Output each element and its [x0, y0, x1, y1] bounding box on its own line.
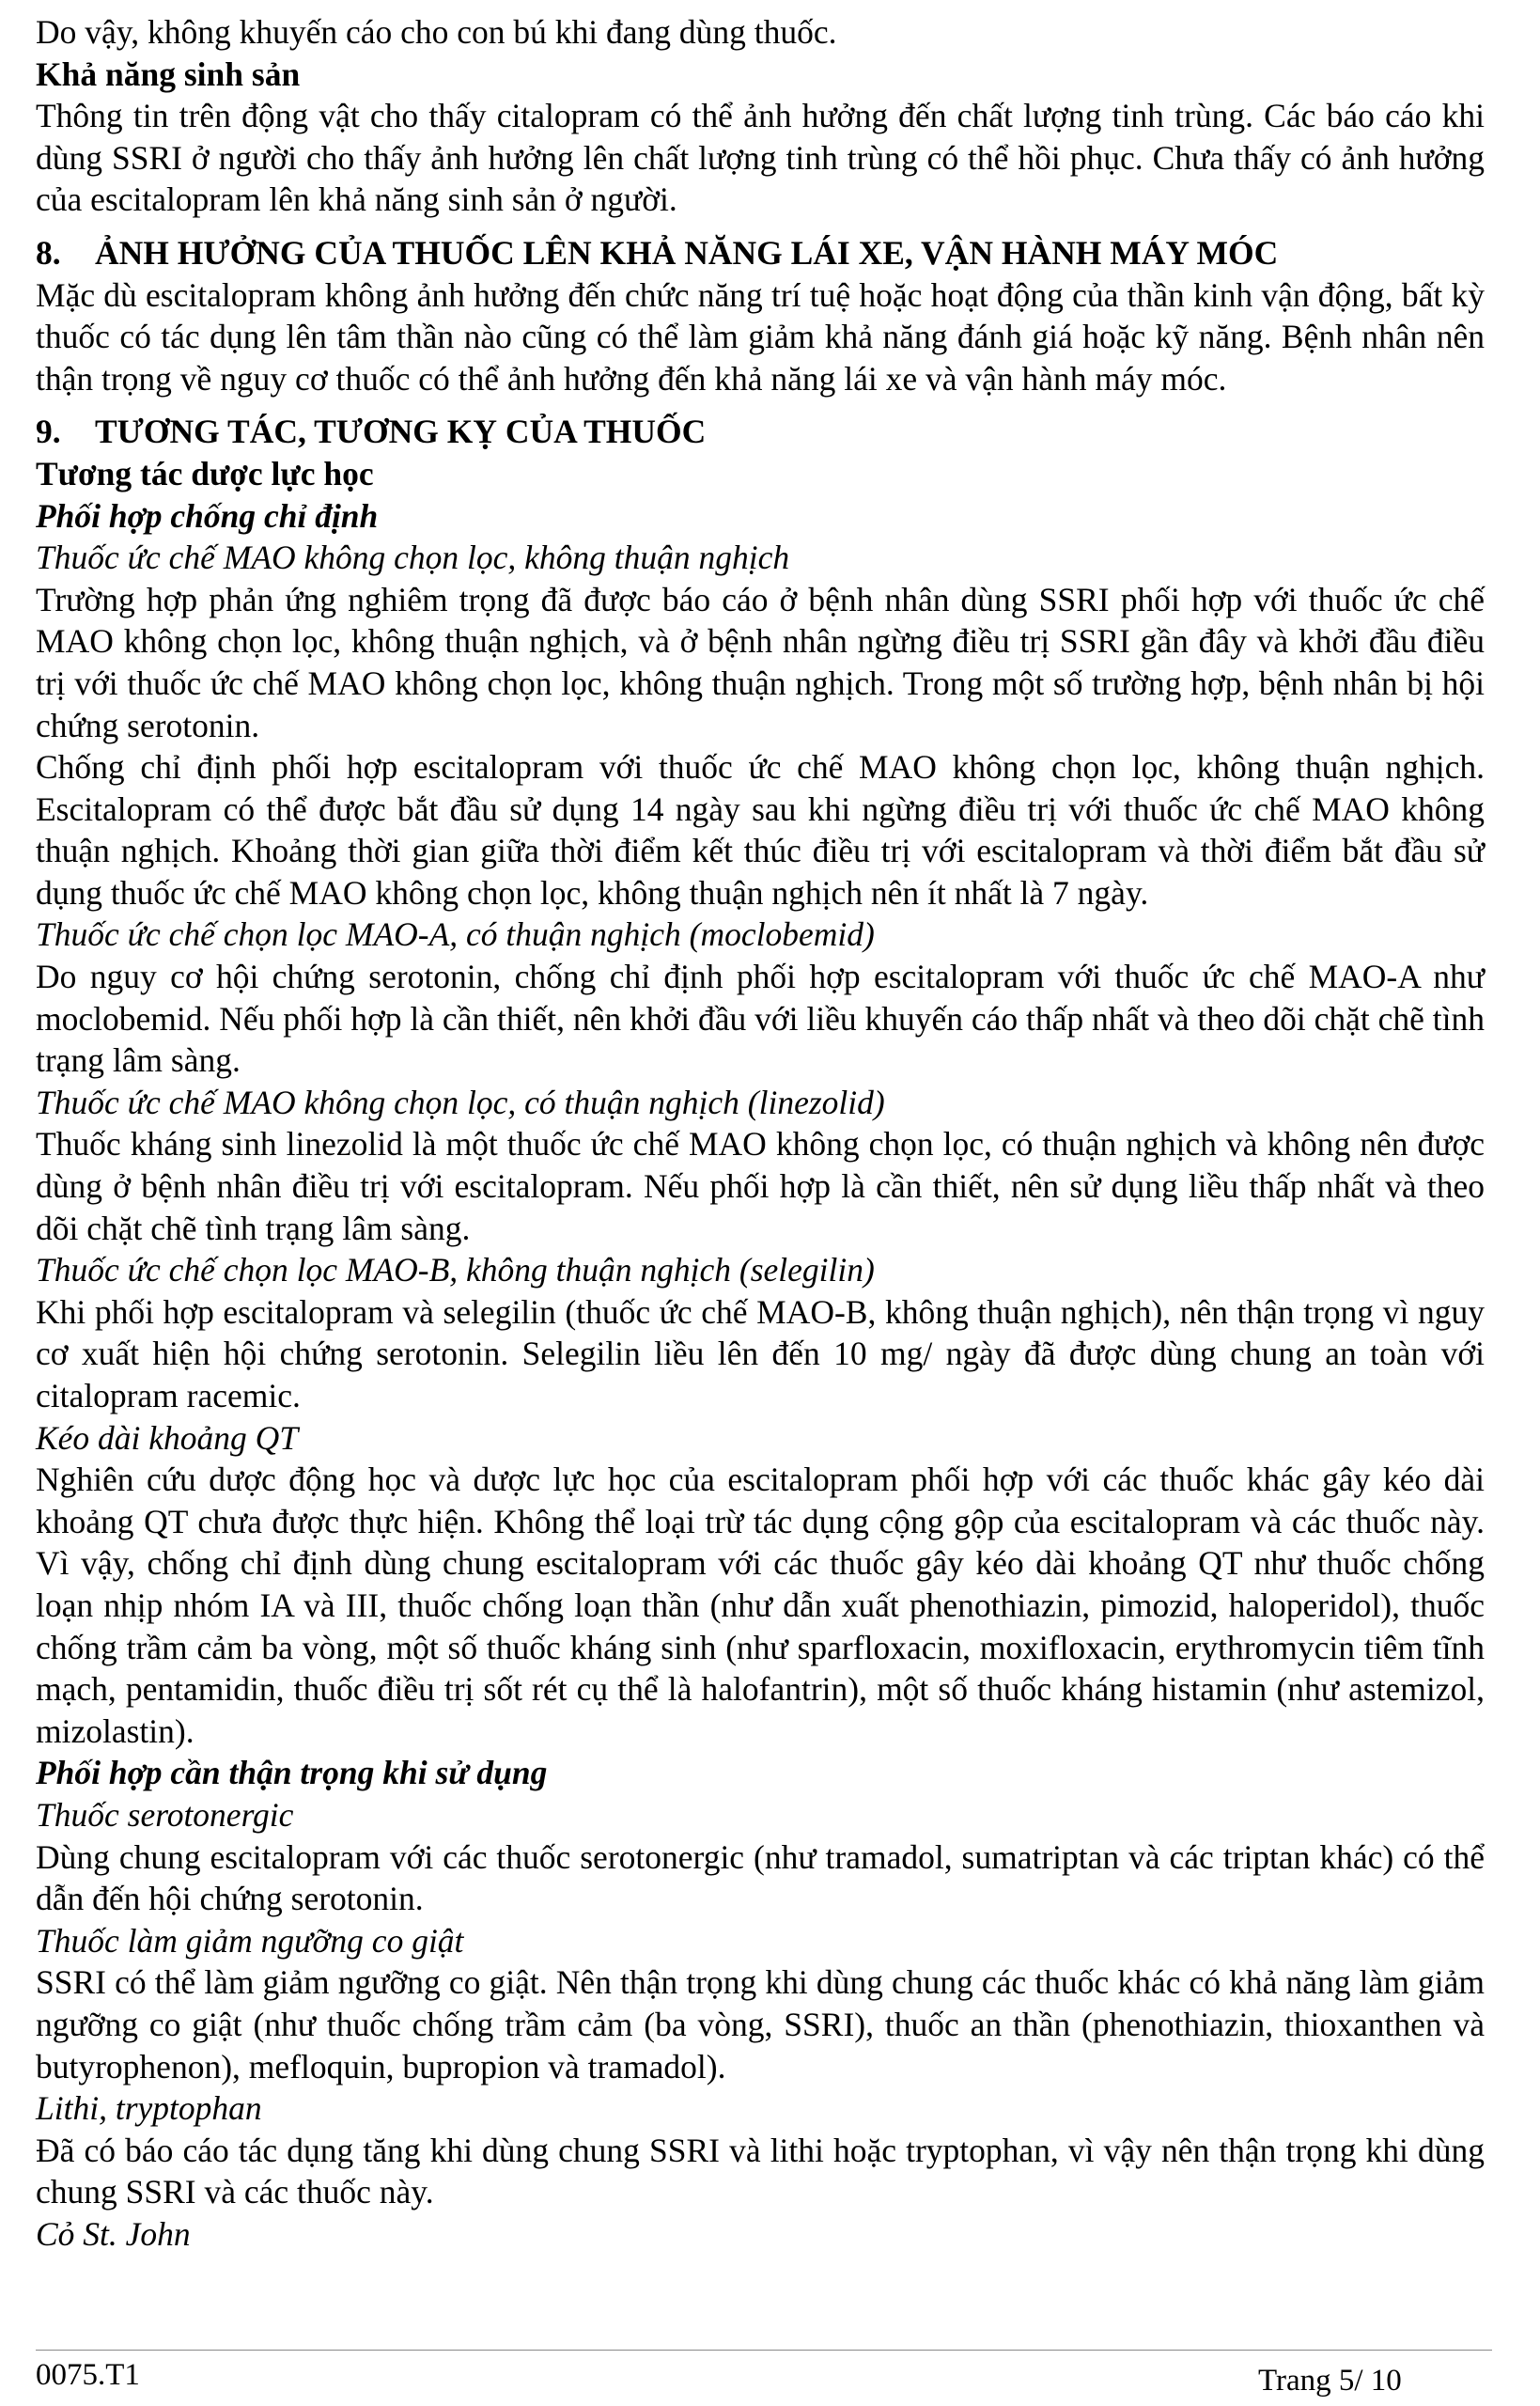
paragraph: Thuốc kháng sinh linezolid là một thuốc ức chế MAO không chọn lọc, có thuận nghịch và không nên được dùng ở bệnh nhân điều trị với escitalopram. Nếu phối hợp là cần thiết, nên sử dụng liều thấp nhất và theo dõi chặt chẽ tình trạng lâm sàng.: [36, 1125, 1485, 1247]
page-number: Trang 5/ 10: [1258, 2364, 1402, 2398]
document-body: [36, 11, 1485, 2255]
paragraph: SSRI có thể làm giảm ngưỡng co giật. Nên thận trọng khi dùng chung các thuốc khác có khả năng làm giảm ngưỡng co giật (như thuốc chống trầm cảm (ba vòng, SSRI), thuốc an thần (phenothiazin, thioxanthen và butyrophenon), mefloquin, bupropion và tramadol).: [36, 1963, 1485, 2086]
italic-heading: Thuốc ức chế chọn lọc MAO-A, có thuận nghịch (moclobemid): [36, 915, 875, 954]
paragraph: Mặc dù escitalopram không ảnh hưởng đến chức năng trí tuệ hoặc hoạt động của thần kinh vận động, bất kỳ thuốc có tác dụng lên tâm thần nào cũng có thể làm giảm khả năng đánh giá hoặc kỹ năng. Bệnh nhân nên thận trọng về nguy cơ thuốc có thể ảnh hưởng đến khả năng lái xe và vận hành máy móc.: [36, 275, 1485, 398]
italic-heading: Cỏ St. John: [36, 2214, 191, 2253]
paragraph: Dùng chung escitalopram với các thuốc serotonergic (như tramadol, sumatriptan và các triptan khác) có thể dẫn đến hội chứng serotonin.: [36, 1837, 1485, 1918]
italic-heading: Thuốc ức chế chọn lọc MAO-B, không thuận nghịch (selegilin): [36, 1251, 875, 1289]
subheading: Khả năng sinh sản: [36, 55, 301, 93]
document-code: 0075.T1: [36, 2358, 140, 2392]
footer-divider: [36, 2350, 1492, 2351]
section-heading: [36, 232, 1485, 274]
paragraph: Đã có báo cáo tác dụng tăng khi dùng chung SSRI và lithi hoặc tryptophan, vì vậy nên thận trọng khi dùng chung SSRI và các thuốc này.: [36, 2131, 1485, 2211]
subheading: Tương tác dược lực học: [36, 454, 374, 492]
italic-heading: Thuốc ức chế MAO không chọn lọc, có thuận nghịch (linezolid): [36, 1083, 885, 1121]
italic-heading: Lithi, tryptophan: [36, 2089, 262, 2128]
italic-heading: Thuốc serotonergic: [36, 1795, 294, 1834]
paragraph: Do vậy, không khuyến cáo cho con bú khi đang dùng thuốc.: [36, 13, 837, 51]
paragraph: Khi phối hợp escitalopram và selegilin (thuốc ức chế MAO-B, không thuận nghịch), nên thận trọng vì nguy cơ xuất hiện hội chứng serotonin. Selegilin liều lên đến 10 mg/ ngày đã được dùng chung an toàn với citalopram racemic.: [36, 1292, 1485, 1414]
section-number: 9.: [36, 413, 61, 451]
paragraph: Chống chỉ định phối hợp escitalopram với thuốc ức chế MAO không chọn lọc, không thuận nghịch. Escitalopram có thể được bắt đầu sử dụng 14 ngày sau khi ngừng điều trị với thuốc ức chế MAO không thuận nghịch. Khoảng thời gian giữa thời điểm kết thúc điều trị với escitalopram và thời điểm bắt đầu sử dụng thuốc ức chế MAO không chọn lọc, không thuận nghịch nên ít nhất là 7 ngày.: [36, 748, 1485, 912]
italic-heading: Thuốc làm giảm ngưỡng co giật: [36, 1921, 464, 1960]
italic-heading: Thuốc ức chế MAO không chọn lọc, không thuận nghịch: [36, 539, 790, 577]
paragraph: Thông tin trên động vật cho thấy citalopram có thể ảnh hưởng đến chất lượng tinh trùng. Các báo cáo khi dùng SSRI ở người cho thấy ảnh hưởng lên chất lượng tinh trùng có thể hồi phục. Chưa thấy có ảnh hưởng của escitalopram lên khả năng sinh sản ở người.: [36, 97, 1485, 219]
section-heading: [36, 411, 1485, 453]
italic-heading: Kéo dài khoảng QT: [36, 1418, 299, 1457]
section-number: 8.: [36, 233, 61, 272]
section-title: TƯƠNG TÁC, TƯƠNG KỴ CỦA THUỐC: [95, 413, 707, 451]
paragraph: Do nguy cơ hội chứng serotonin, chống chỉ định phối hợp escitalopram với thuốc ức chế MAO-A như moclobemid. Nếu phối hợp là cần thiết, nên khởi đầu với liều khuyến cáo thấp nhất và theo dõi chặt chẽ tình trạng lâm sàng.: [36, 958, 1485, 1080]
paragraph: Trường hợp phản ứng nghiêm trọng đã được báo cáo ở bệnh nhân dùng SSRI phối hợp với thuốc ức chế MAO không chọn lọc, không thuận nghịch, và ở bệnh nhân ngừng điều trị SSRI gần đây và khởi đầu điều trị với thuốc ức chế MAO không chọn lọc, không thuận nghịch. Trong một số trường hợp, bệnh nhân bị hội chứng serotonin.: [36, 580, 1485, 744]
bold-italic-heading: Phối hợp chống chỉ định: [36, 496, 379, 535]
bold-italic-heading: Phối hợp cần thận trọng khi sử dụng: [36, 1754, 548, 1792]
section-title: ẢNH HƯỞNG CỦA THUỐC LÊN KHẢ NĂNG LÁI XE, VẬN HÀNH MÁY MÓC: [95, 233, 1279, 272]
paragraph: Nghiên cứu dược động học và dược lực học của escitalopram phối hợp với các thuốc khác gây kéo dài khoảng QT chưa được thực hiện. Không thể loại trừ tác dụng cộng gộp của escitalopram và các thuốc này. Vì vậy, chống chỉ định dùng chung escitalopram với các thuốc gây kéo dài khoảng QT như thuốc chống loạn nhịp nhóm IA và III, thuốc chống loạn thần (như dẫn xuất phenothiazin, pimozid, haloperidol), thuốc chống trầm cảm ba vòng, một số thuốc kháng sinh (như sparfloxacin, moxifloxacin, erythromycin tiêm tĩnh mạch, pentamidin, thuốc điều trị sốt rét cụ thể là halofantrin), một số thuốc kháng histamin (như astemizol, mizolastin).: [36, 1461, 1485, 1750]
